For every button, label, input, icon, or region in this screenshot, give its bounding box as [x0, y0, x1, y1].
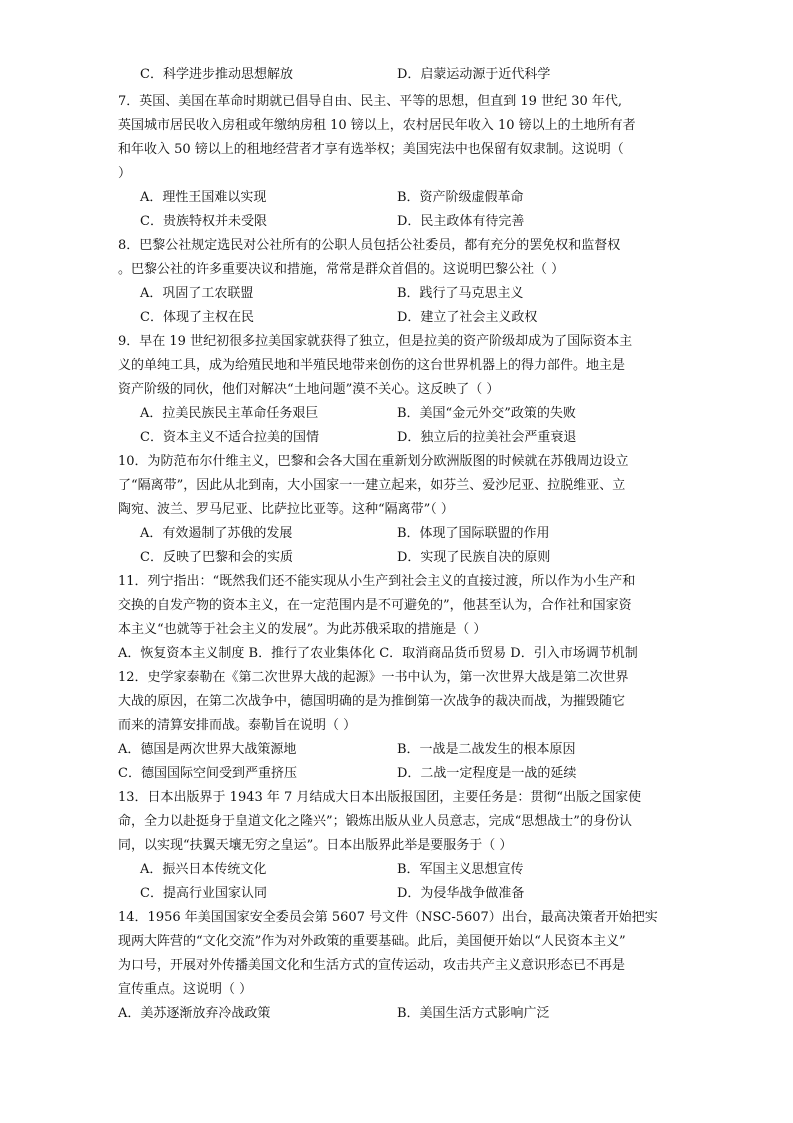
- question-8-line-1: 8．巴黎公社规定选民对公社所有的公职人员包括公社委员，都有充分的罢免权和监督权: [118, 238, 621, 253]
- question-10-line-2: 了“隔离带”，因此从北到南，大小国家一一建立起来，如芬兰、爱沙尼亚、拉脱维亚、立: [118, 478, 626, 493]
- question-14-line-4: 宣传重点。这说明（ ）: [118, 982, 253, 997]
- question-14-line-2: 现两大阵营的“文化交流”作为对外政策的重要基础。此后，美国便开始以“人民资本主义”: [118, 934, 626, 949]
- option-a: A．美苏逐渐放弃冷战政策: [118, 1006, 271, 1021]
- option-a: A．德国是两次世界大战策源地: [118, 742, 297, 757]
- option-d: D．建立了社会主义政权: [397, 310, 538, 325]
- question-11-line-1: 11．列宁指出：“既然我们还不能实现从小生产到社会主义的直接过渡，所以作为小生产和: [118, 574, 636, 589]
- option-d: D．独立后的拉美社会严重衰退: [397, 430, 577, 445]
- question-7-line-1: 7．英国、美国在革命时期就已倡导自由、民主、平等的思想，但直到 19 世纪 30 年代,: [118, 94, 623, 109]
- question-13-line-3: 同，以实现“扶翼天壤无穷之皇运”。日本出版界此举是要服务于（ ）: [118, 838, 513, 853]
- option-d: D．二战一定程度是一战的延续: [397, 766, 577, 781]
- question-12-line-1: 12．史学家泰勒在《第二次世界大战的起源》一书中认为，第一次世界大战是第二次世界: [118, 670, 629, 685]
- option-d: D．为侵华战争做准备: [397, 886, 525, 901]
- question-9-line-3: 资产阶级的同伙，他们对解决“土地问题”漠不关心。这反映了（ ）: [118, 382, 500, 397]
- option-b: B．体现了国际联盟的作用: [397, 526, 550, 541]
- option-c: C．贵族特权并未受限: [140, 214, 267, 229]
- option-a: A．理性王国难以实现: [140, 190, 267, 205]
- option-c: C．提高行业国家认同: [140, 886, 267, 901]
- question-9-line-2: 义的单纯工具，成为给殖民地和半殖民地带来创伤的这台世界机器上的得力部件。地主是: [118, 358, 626, 373]
- question-14-line-1: 14．1956 年美国国家安全委员会第 5607 号文件（NSC-5607）出台，最高决策者开始把实: [118, 910, 658, 925]
- option-b: B．践行了马克思主义: [397, 286, 524, 301]
- option-d: D．启蒙运动源于近代科学: [397, 67, 551, 82]
- question-7-line-4: ）: [118, 166, 132, 181]
- question-14-line-3: 为口号，开展对外传播美国文化和生活方式的宣传运动，攻击共产主义意识形态已不再是: [118, 958, 626, 973]
- option-b: B．美国生活方式影响广泛: [397, 1006, 550, 1021]
- option-b: B．资产阶级虚假革命: [397, 190, 524, 205]
- question-13-line-1: 13．日本出版界于 1943 年 7 月结成大日本出版报国团，主要任务是：贯彻“出版之国家使: [118, 790, 642, 805]
- question-10-line-1: 10．为防范布尔什维主义，巴黎和会各大国在重新划分欧洲版图的时候就在苏俄周边设立: [118, 454, 629, 469]
- question-8-line-2: 。巴黎公社的许多重要决议和措施，常常是群众首倡的。这说明巴黎公社（ ）: [118, 262, 565, 277]
- option-a: A．振兴日本传统文化: [140, 862, 267, 877]
- option-c: C．科学进步推动思想解放: [140, 67, 293, 82]
- option-d: D．民主政体有待完善: [397, 214, 525, 229]
- question-12-line-2: 大战的原因，在第二次战争中，德国明确的是为推倒第一次战争的裁决而战，为摧毁随它: [118, 694, 626, 709]
- option-c: C．体现了主权在民: [140, 310, 254, 325]
- question-11-line-2: 交换的自发产物的资本主义，在一定范围内是不可避免的”，他甚至认为，合作社和国家资: [118, 598, 632, 613]
- option-b: B．军国主义思想宣传: [397, 862, 524, 877]
- option-b: B．美国“金元外交”政策的失败: [397, 406, 576, 421]
- option-d: D．实现了民族自决的原则: [397, 550, 551, 565]
- question-9-line-1: 9．早在 19 世纪初很多拉美国家就获得了独立，但是拉美的资产阶级却成为了国际资本主: [118, 334, 633, 349]
- question-11-options-line: A．恢复资本主义制度 B．推行了农业集体化 C．取消商品货币贸易 D．引入市场调节机制: [118, 646, 638, 661]
- question-12-line-3: 而来的清算安排而战。泰勒旨在说明（ ）: [118, 718, 357, 733]
- option-a: A．有效遏制了苏俄的发展: [140, 526, 293, 541]
- question-7-line-3: 和年收入 50 镑以上的租地经营者才享有选举权；美国宪法中也保留有奴隶制。这说明（: [118, 142, 624, 157]
- option-c: C．反映了巴黎和会的实质: [140, 550, 293, 565]
- question-11-line-3: 本主义“也就等于社会主义的发展”。为此苏俄采取的措施是（ ）: [118, 622, 487, 637]
- question-13-line-2: 命，全力以赴挺身于皇道文化之隆兴”；锻炼出版从业人员意志，完成“思想战士”的身份认: [118, 814, 632, 829]
- option-c: C．德国国际空间受到严重挤压: [118, 766, 297, 781]
- option-c: C．资本主义不适合拉美的国情: [140, 430, 319, 445]
- option-a: A．巩固了工农联盟: [140, 286, 254, 301]
- question-7-line-2: 英国城市居民收入房租或年缴纳房租 10 镑以上，农村居民年收入 10 镑以上的土地所有者: [118, 118, 636, 133]
- option-b: B．一战是二战发生的根本原因: [397, 742, 576, 757]
- question-10-line-3: 陶宛、波兰、罗马尼亚、比萨拉比亚等。这种“隔离带”（ ）: [118, 502, 454, 517]
- option-a: A．拉美民族民主革命任务艰巨: [140, 406, 319, 421]
